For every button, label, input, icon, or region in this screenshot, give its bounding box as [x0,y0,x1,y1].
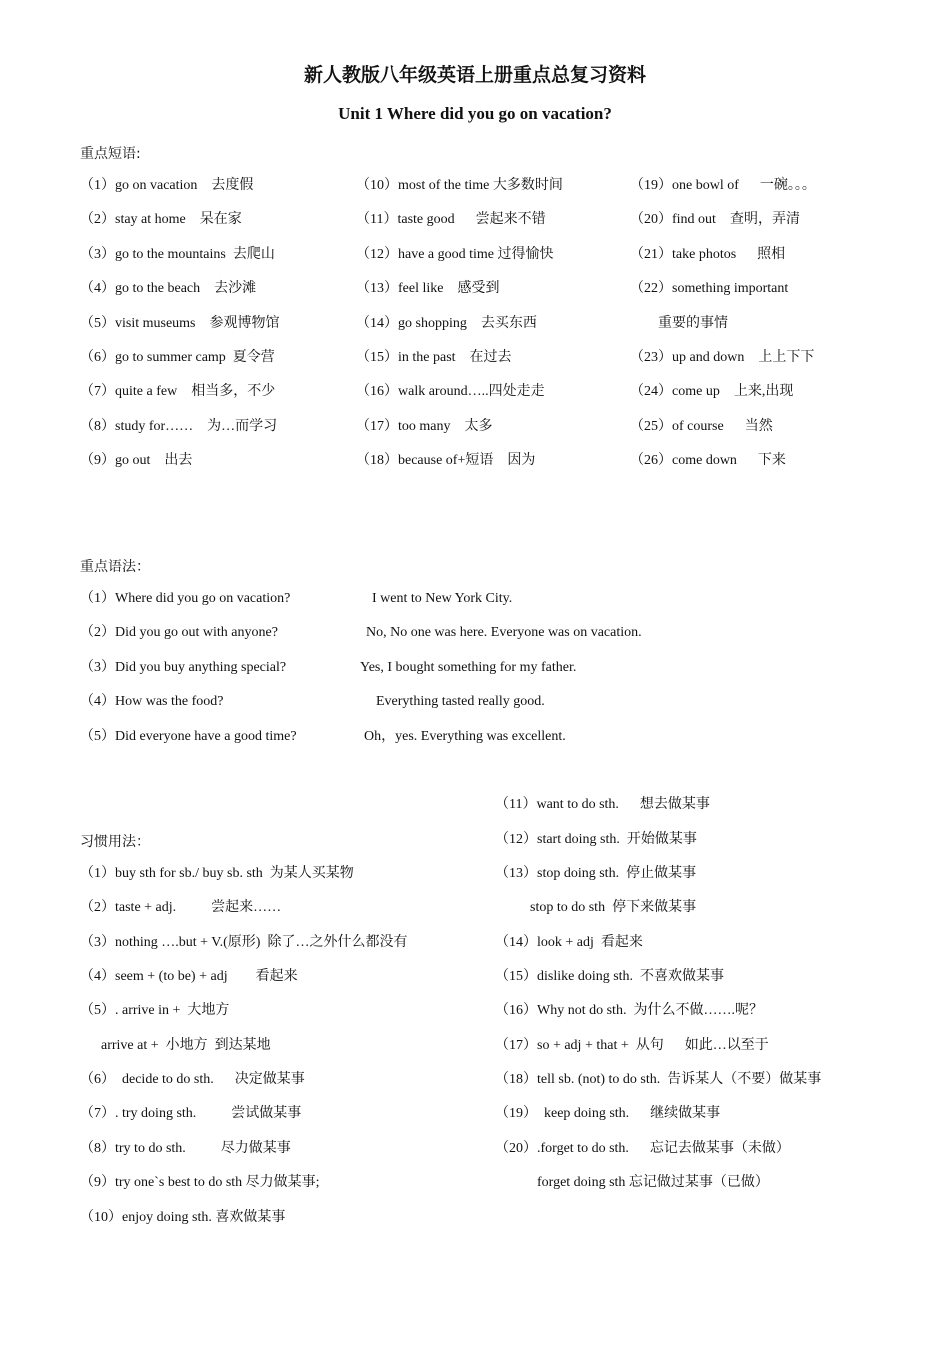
phrase-item: （15）in the past 在过去 [356,350,512,365]
usage-item: （20）.forget to do sth. 忘记去做某事（未做） [495,1141,790,1156]
usage-heading: 习惯用法： [80,834,150,850]
page-title: 新人教版八年级英语上册重点总复习资料 [303,64,646,86]
phrase-item: （10）most of the time 大多数时间 [356,178,563,193]
usage-item: （19） keep doing sth. 继续做某事 [495,1106,721,1121]
phrases-heading: 重点短语: [80,146,141,162]
phrase-item: （6）go to summer camp 夏令营 [80,350,275,365]
phrase-item: （11）taste good 尝起来不错 [356,212,546,227]
usage-item: （3）nothing ….but + V.(原形) 除了…之外什么都没有 [80,935,408,950]
usage-item: stop to do sth 停下来做某事 [495,900,697,915]
phrase-item: （8）study for…… 为…而学习 [80,419,278,434]
usage-item: （9）try one`s best to do sth 尽力做某事; [80,1175,320,1190]
grammar-question: （4）How was the food? [80,694,224,709]
usage-item: （1）buy sth for sb./ buy sb. sth 为某人买某物 [80,866,354,881]
grammar-answer: I went to New York City. [372,591,513,606]
phrase-item: （3）go to the mountains 去爬山 [80,247,275,262]
usage-item: （10）enjoy doing sth. 喜欢做某事 [80,1210,286,1225]
phrase-item: 重要的事情 [630,316,728,331]
usage-item: （16）Why not do sth. 为什么不做…….呢？ [495,1003,763,1018]
phrase-item: （21）take photos 照相 [630,247,786,262]
phrase-item: （17）too many 太多 [356,419,493,434]
grammar-answer: Yes, I bought something for my father. [360,660,577,675]
grammar-heading: 重点语法： [80,559,150,575]
phrase-item: （16）walk around…..四处走走 [356,384,545,399]
phrase-item: （7）quite a few 相当多，不少 [80,384,276,399]
usage-item: （13）stop doing sth. 停止做某事 [495,866,697,881]
phrase-item: （20）find out 查明，弄清 [630,212,800,227]
phrase-item: （23）up and down 上上下下 [630,350,815,365]
usage-item: forget doing sth 忘记做过某事（已做） [495,1175,769,1190]
phrase-item: （22）something important [630,281,789,296]
usage-item: （8）try to do sth. 尽力做某事 [80,1141,291,1156]
usage-item: （11）want to do sth. 想去做某事 [495,797,710,812]
phrase-item: （2）stay at home 呆在家 [80,212,242,227]
phrase-item: （1）go on vacation 去度假 [80,178,254,193]
usage-item: （15）dislike doing sth. 不喜欢做某事 [495,969,725,984]
phrase-item: （12）have a good time 过得愉快 [356,247,554,262]
usage-item: （14）look + adj 看起来 [495,935,643,950]
grammar-question: （5）Did everyone have a good time? [80,729,297,744]
usage-item: （7）. try doing sth. 尝试做某事 [80,1106,302,1121]
phrase-item: （18）because of+短语 因为 [356,453,536,468]
grammar-question: （1）Where did you go on vacation? [80,591,291,606]
phrase-item: （13）feel like 感受到 [356,281,500,296]
phrase-item: （24）come up 上来,出现 [630,384,794,399]
usage-item: （17）so + adj + that + 从句 如此…以至于 [495,1038,769,1053]
unit-title: Unit 1 Where did you go on vacation? [338,104,612,123]
grammar-answer: Oh，yes. Everything was excellent. [364,729,566,744]
phrase-item: （9）go out 出去 [80,453,193,468]
phrase-item: （19）one bowl of 一碗。。。 [630,178,816,193]
usage-item: （5）. arrive in + 大地方 [80,1003,230,1018]
grammar-answer: Everything tasted really good. [376,694,545,709]
grammar-question: （2）Did you go out with anyone? [80,625,278,640]
usage-item: （12）start doing sth. 开始做某事 [495,832,697,847]
phrase-item: （25）of course 当然 [630,419,773,434]
grammar-answer: No, No one was here. Everyone was on vacation. [366,625,642,640]
usage-item: （2）taste + adj. 尝起来…… [80,900,282,915]
usage-item: （18）tell sb. (not) to do sth. 告诉某人（不要）做某事 [495,1072,822,1087]
phrase-item: （14）go shopping 去买东西 [356,316,537,331]
phrase-item: （26）come down 下来 [630,453,786,468]
usage-item: （4）seem + (to be) + adj 看起来 [80,969,298,984]
usage-item: （6） decide to do sth. 决定做某事 [80,1072,305,1087]
phrase-item: （5）visit museums 参观博物馆 [80,316,280,331]
grammar-question: （3）Did you buy anything special? [80,660,287,675]
phrase-item: （4）go to the beach 去沙滩 [80,281,257,296]
usage-item: arrive at + 小地方 到达某地 [80,1038,271,1053]
